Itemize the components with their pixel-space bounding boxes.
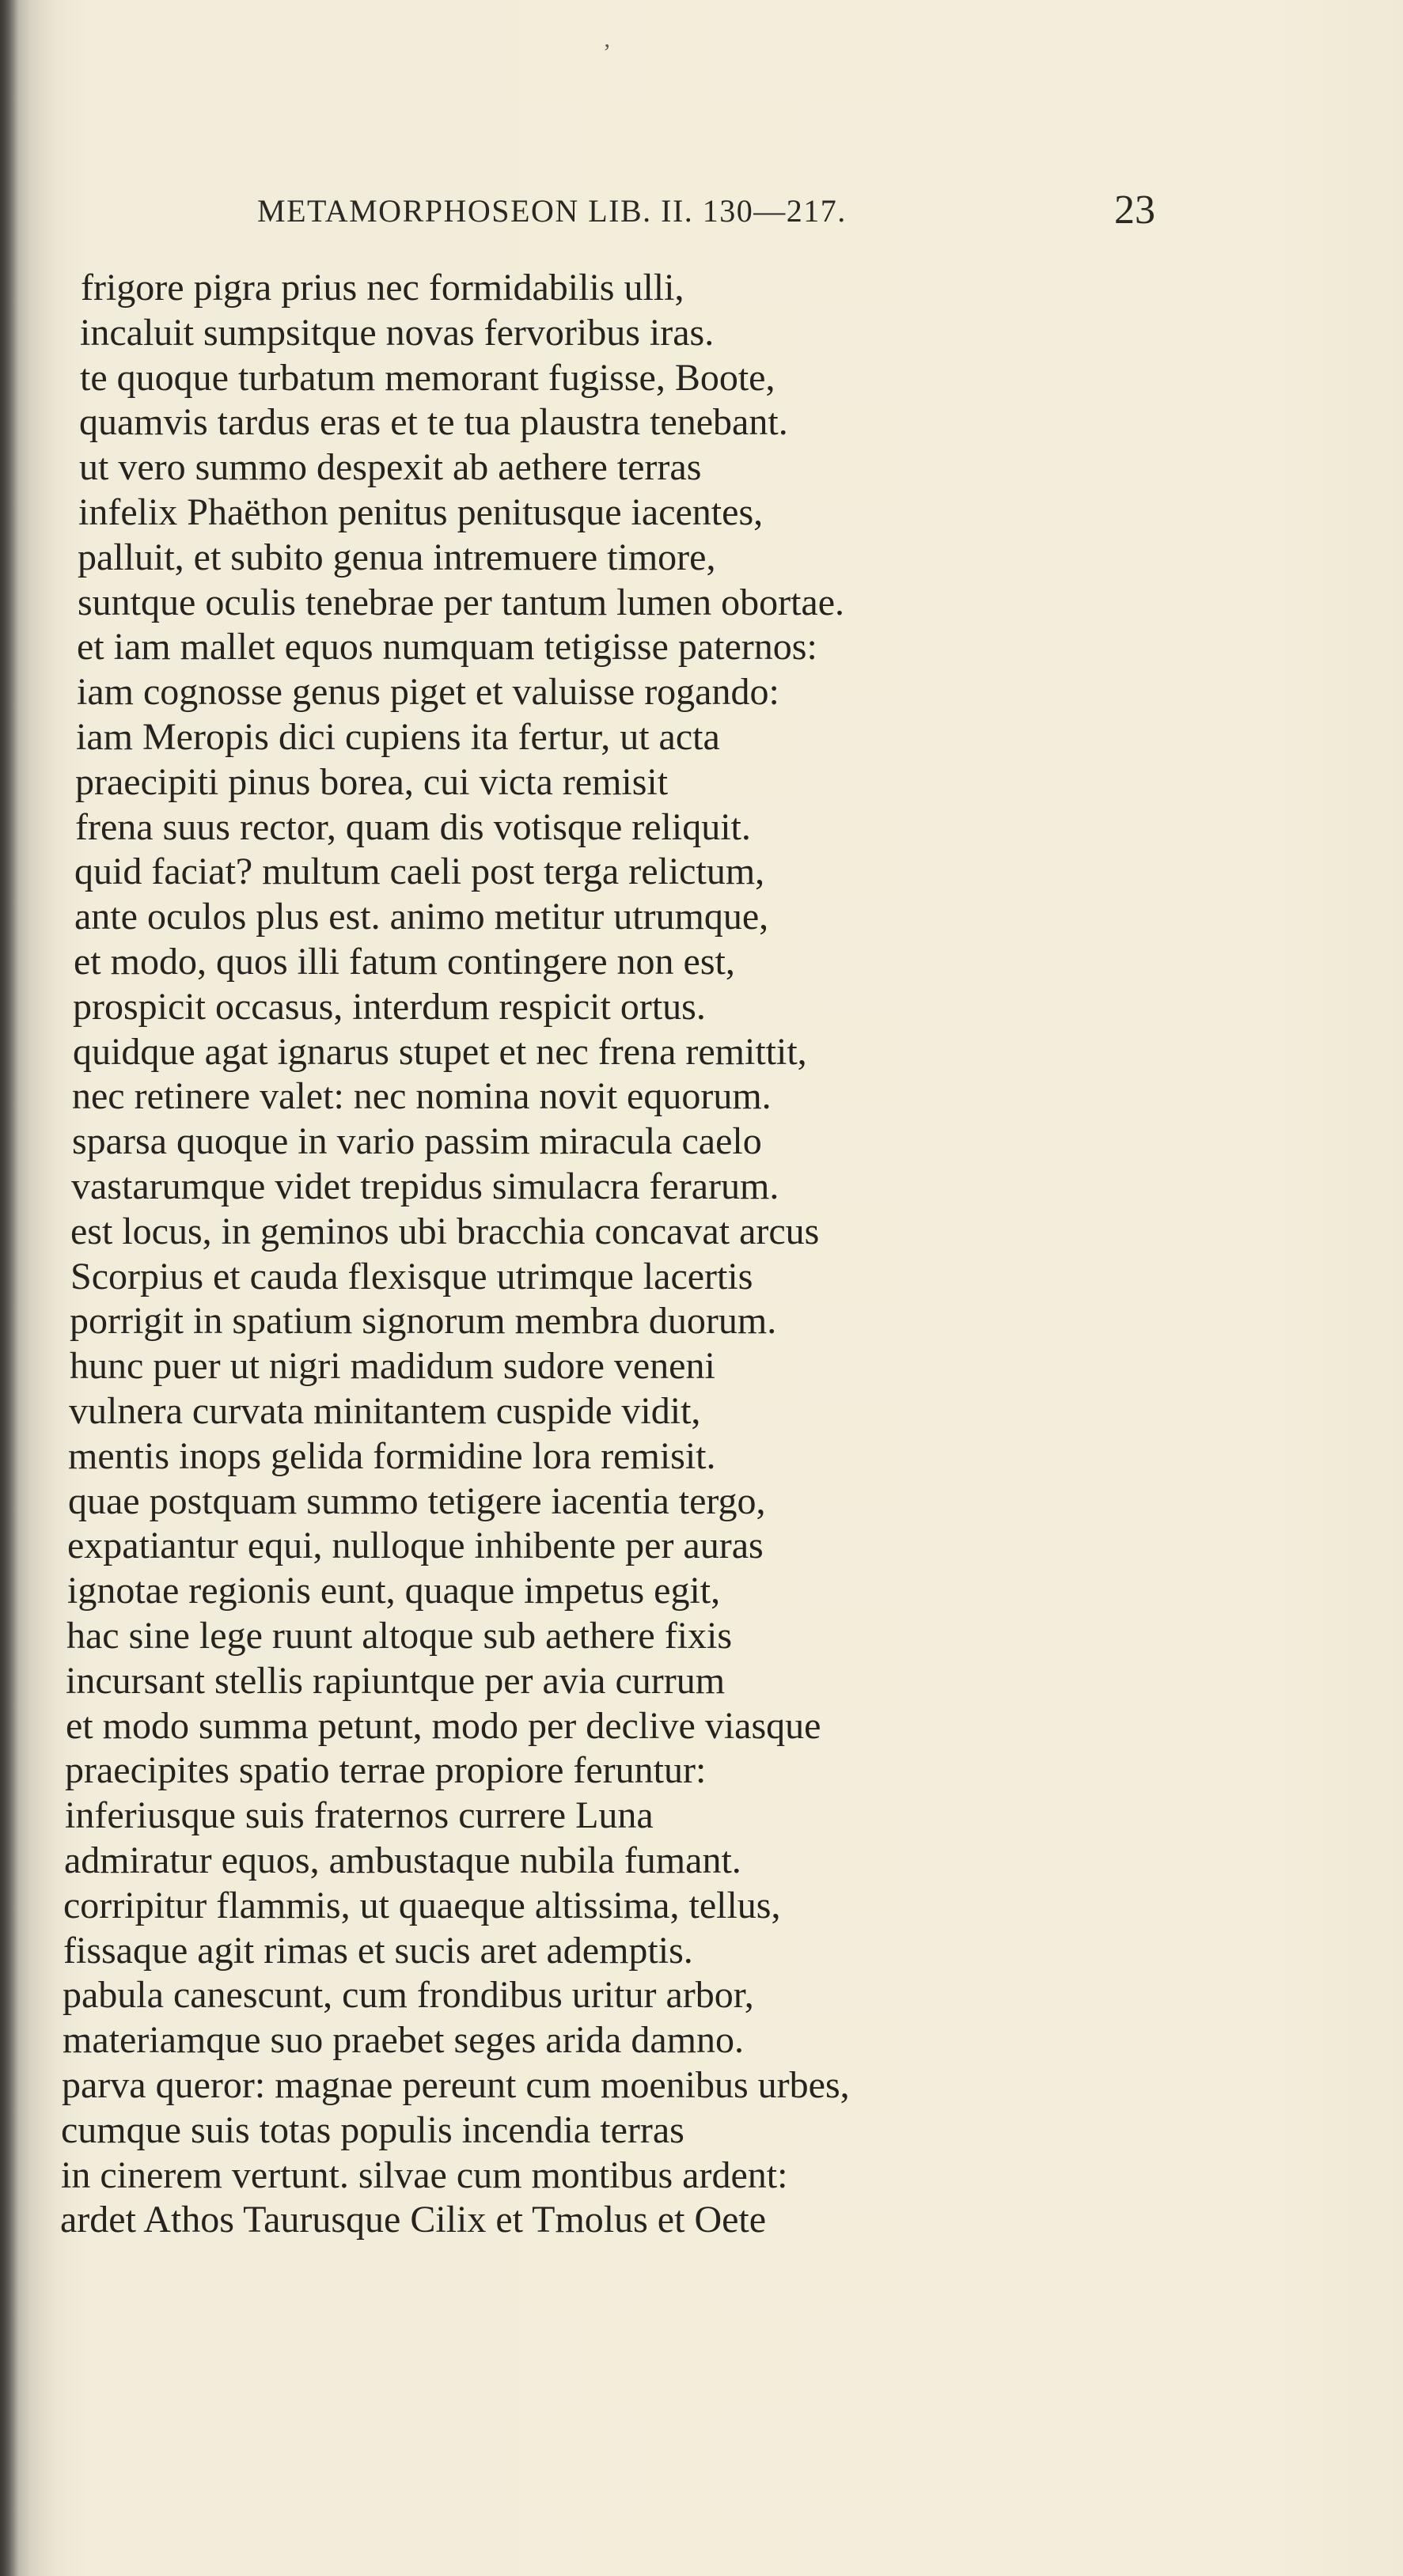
verse-line: inferiusque suis fraternos currere Luna	[65, 1794, 654, 1836]
verse-line: frigore pigra prius nec formidabilis ulli,	[81, 267, 684, 309]
verse-line: sparsa quoque in vario passim miracula caelo	[72, 1120, 762, 1162]
verse-line: hunc puer ut nigri madidum sudore veneni	[70, 1345, 715, 1387]
verse-line: quid faciat? multum caeli post terga relictum,	[74, 850, 765, 892]
verse-line: materiamque suo praebet seges arida damno.	[63, 2019, 744, 2061]
verse-line: quae postquam summo tetigere iacentia tergo,	[68, 1480, 766, 1522]
verse-line: mentis inops gelida formidine lora remisit.	[68, 1435, 716, 1477]
verse-line: expatiantur equi, nulloque inhibente per auras	[67, 1525, 764, 1566]
verse-line: ut vero summo despexit ab aethere terras	[79, 446, 702, 488]
page-number: 23	[1114, 188, 1155, 233]
verse-line: est locus, in geminos ubi bracchia concavat arcus	[70, 1210, 820, 1252]
verse-line: ardet Athos Taurusque Cilix et Tmolus et Oete	[60, 2199, 767, 2241]
verse-line: nec retinere valet: nec nomina novit equorum.	[72, 1075, 772, 1117]
verse-line: fissaque agit rimas et sucis aret ademptis.	[63, 1930, 693, 1972]
verse-line: vastarumque videt trepidus simulacra ferarum.	[71, 1165, 779, 1207]
verse-line: iam cognosse genus piget et valuisse rogando:	[77, 671, 779, 713]
verse-line: cumque suis totas populis incendia terras	[61, 2109, 684, 2151]
verse-line: palluit, et subito genua intremuere timore,	[78, 536, 716, 578]
verse-line: infelix Phaëthon penitus penitusque iacentes,	[78, 491, 764, 533]
running-title: METAMORPHOSEON LIB. II. 130—217.	[257, 193, 847, 229]
verse-line: ante oculos plus est. animo metitur utrumque,	[74, 896, 769, 938]
verse-line: parva queror: magnae pereunt cum moenibus urbes,	[62, 2064, 850, 2106]
verse-line: incursant stellis rapiuntque per avia currum	[66, 1660, 726, 1702]
verse-line: incaluit sumpsitque novas fervoribus iras.	[80, 312, 715, 354]
verse-line: ignotae regionis eunt, quaque impetus egit,	[67, 1570, 721, 1612]
verse-line: et modo, quos illi fatum contingere non est,	[74, 941, 735, 983]
verse-line: pabula canescunt, cum frondibus uritur arbor,	[63, 1974, 754, 2016]
verse-line: Scorpius et cauda flexisque utrimque lacertis	[70, 1256, 753, 1297]
verse-line: te quoque turbatum memorant fugisse, Boote,	[80, 357, 775, 399]
verse-line: quamvis tardus eras et te tua plaustra tenebant.	[79, 401, 788, 443]
verse-line: quidque agat ignarus stupet et nec frena remittit,	[73, 1031, 807, 1073]
verse-line: et modo summa petunt, modo per declive viasque	[66, 1705, 821, 1747]
verse-line: iam Meropis dici cupiens ita fertur, ut acta	[76, 716, 720, 758]
verse-line: suntque oculis tenebrae per tantum lumen obortae.	[78, 581, 845, 623]
verse-line: admiratur equos, ambustaque nubila fumant.	[64, 1839, 741, 1881]
verse-line: praecipiti pinus borea, cui victa remisit	[75, 761, 669, 803]
verse-line: et iam mallet equos numquam tetigisse paternos:	[77, 626, 817, 668]
verse-line: prospicit occasus, interdum respicit ortus.	[73, 986, 706, 1028]
verse-line: frena suus rector, quam dis votisque reliquit.	[75, 806, 751, 848]
verse-line: porrigit in spatium signorum membra duorum.	[70, 1300, 777, 1342]
stray-mark: ʼ	[603, 40, 611, 66]
verse-line: praecipites spatio terrae propiore feruntur:	[65, 1749, 707, 1791]
verse-line: corripitur flammis, ut quaeque altissima, tellus,	[63, 1885, 781, 1926]
verse-line: hac sine lege ruunt altoque sub aethere fixis	[66, 1615, 733, 1657]
verse-line: in cinerem vertunt. silvae cum montibus ardent:	[61, 2154, 788, 2196]
gutter-shadow	[0, 0, 19, 2576]
verse-line: vulnera curvata minitantem cuspide vidit,	[69, 1390, 701, 1432]
